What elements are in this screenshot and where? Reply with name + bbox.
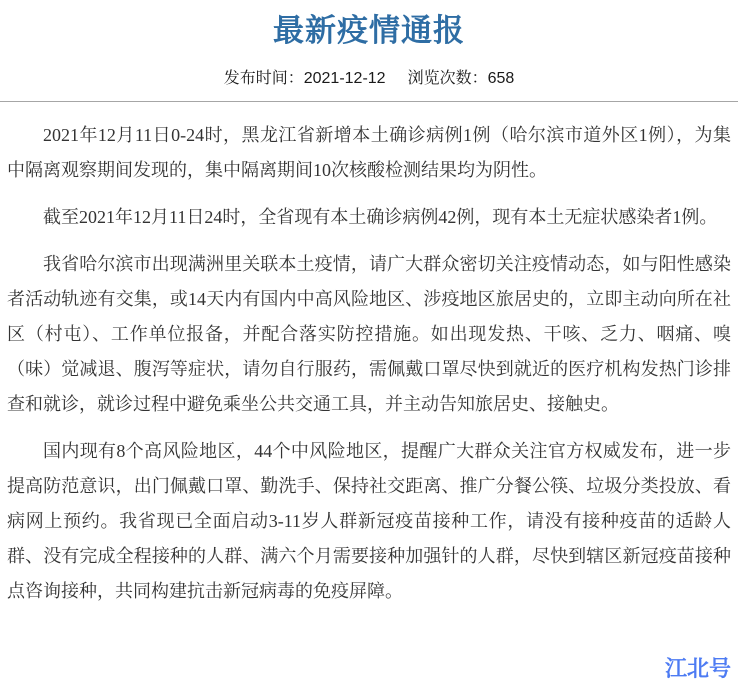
publish-time-value: 2021-12-12 bbox=[303, 70, 386, 87]
paragraph-risk-areas-vaccination: 国内现有8个高风险地区，44个中风险地区，提醒广大群众关注官方权威发布，进一步提高防范意识，出门佩戴口罩、勤洗手、保持社交距离、推广分餐公筷、垃圾分类投放、看病网上预约。我省现已全面启动3-11岁人群新冠疫苗接种工作，请没有接种疫苗的适龄人群、没有完成全程接种的人群、满六个月需要接种加强针的人群，尽快到辖区新冠疫苗接种点咨询接种，共同构建抗击新冠病毒的免疫屏障。 bbox=[7, 441, 731, 601]
views-value: 658 bbox=[487, 70, 515, 87]
meta-line bbox=[0, 65, 738, 88]
paragraph-current-totals: 截至2021年12月11日24时，全省现有本土确诊病例42例，现有本土无症状感染者1例。 bbox=[43, 207, 718, 227]
views-label: 浏览次数： bbox=[407, 70, 488, 87]
paragraph-new-cases: 2021年12月11日0-24时，黑龙江省新增本土确诊病例1例（哈尔滨市道外区1例），为集中隔离观察期间发现的，集中隔离期间10次核酸检测结果均为阴性。 bbox=[7, 125, 731, 180]
paragraph-prevention-guidance: 我省哈尔滨市出现满洲里关联本土疫情，请广大群众密切关注疫情动态，如与阳性感染者活动轨迹有交集，或14天内有国内中高风险地区、涉疫地区旅居史的，立即主动向所在社区（村屯）、工作单位报备，并配合落实防控措施。如出现发热、干咳、乏力、咽痛、嗅（味）觉减退、腹泻等症状，请勿自行服药，需佩戴口罩尽快到就近的医疗机构发热门诊排查和就诊，就诊过程中避免乘坐公共交通工具，并主动告知旅居史、接触史。 bbox=[7, 254, 731, 414]
article-body bbox=[0, 102, 738, 609]
watermark-label: 江北号 bbox=[664, 656, 731, 681]
page-title: 最新疫情通报 bbox=[273, 13, 465, 48]
publish-time-label: 发布时间： bbox=[223, 70, 304, 87]
article-header bbox=[0, 5, 738, 88]
